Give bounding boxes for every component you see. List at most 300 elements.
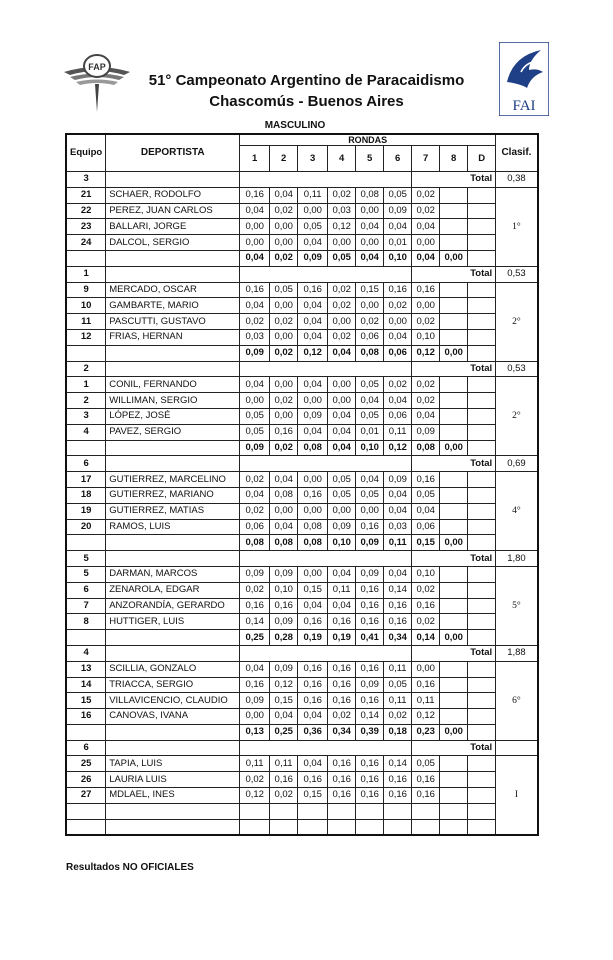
score-cell	[468, 377, 496, 393]
score-cell: 0,02	[240, 503, 270, 519]
team-blank	[106, 456, 240, 472]
score-cell: 0,05	[356, 408, 384, 424]
athlete-number: 6	[66, 582, 106, 598]
athlete-number: 13	[66, 661, 106, 677]
team-number: 4	[66, 645, 106, 661]
sum-row	[66, 630, 538, 646]
score-cell: 0,04	[328, 424, 356, 440]
score-cell: 0,16	[356, 756, 384, 772]
athlete-number: 22	[66, 203, 106, 219]
score-cell: 0,05	[412, 756, 440, 772]
athlete-row	[66, 487, 538, 503]
team-blank-rounds	[240, 361, 412, 377]
score-cell: 0,15	[298, 582, 328, 598]
sum-cell: 0,12	[412, 345, 440, 361]
athlete-name: CANOVAS, IVANA	[106, 709, 240, 725]
athlete-number: 14	[66, 677, 106, 693]
sum-cell: 0,14	[412, 630, 440, 646]
score-cell: 0,09	[270, 614, 298, 630]
score-cell	[440, 235, 468, 251]
score-cell: 0,16	[384, 772, 412, 788]
score-cell: 0,02	[384, 709, 412, 725]
score-cell: 0,16	[384, 282, 412, 298]
score-cell: 0,02	[384, 298, 412, 314]
score-cell: 0,00	[412, 298, 440, 314]
score-cell: 0,02	[328, 187, 356, 203]
athlete-number: 17	[66, 472, 106, 488]
athlete-number: 2	[66, 393, 106, 409]
score-cell: 0,16	[384, 788, 412, 804]
score-cell: 0,02	[270, 788, 298, 804]
score-cell: 0,00	[270, 235, 298, 251]
athlete-number: 15	[66, 693, 106, 709]
sum-cell	[298, 819, 328, 835]
score-cell: 0,12	[412, 709, 440, 725]
score-cell: 0,00	[270, 298, 298, 314]
score-cell: 0,01	[384, 235, 412, 251]
athlete-row	[66, 614, 538, 630]
athlete-row	[66, 598, 538, 614]
score-cell: 0,09	[270, 661, 298, 677]
score-cell	[384, 803, 412, 819]
score-cell: 0,05	[384, 677, 412, 693]
athlete-row	[66, 187, 538, 203]
athlete-row	[66, 329, 538, 345]
score-cell: 0,04	[270, 472, 298, 488]
athlete-number: 18	[66, 487, 106, 503]
score-cell	[468, 677, 496, 693]
classification: 2°	[496, 282, 538, 361]
score-cell: 0,16	[240, 677, 270, 693]
score-cell: 0,04	[384, 219, 412, 235]
athlete-name: GUTIERREZ, MARIANO	[106, 487, 240, 503]
score-cell	[468, 424, 496, 440]
sum-cell: 0,06	[384, 345, 412, 361]
score-cell: 0,16	[412, 598, 440, 614]
score-cell: 0,14	[384, 582, 412, 598]
score-cell: 0,00	[328, 377, 356, 393]
header-rounds: RONDAS	[240, 134, 496, 146]
score-cell: 0,16	[412, 282, 440, 298]
score-cell: 0,05	[328, 472, 356, 488]
score-cell: 0,02	[412, 393, 440, 409]
athlete-name	[106, 803, 240, 819]
score-cell: 0,04	[298, 709, 328, 725]
score-cell: 0,06	[412, 519, 440, 535]
team-number: 2	[66, 361, 106, 377]
score-cell: 0,04	[412, 408, 440, 424]
score-cell: 0,04	[298, 298, 328, 314]
athlete-name: PAVEZ, SERGIO	[106, 424, 240, 440]
sum-blank	[66, 724, 106, 740]
sum-cell	[384, 819, 412, 835]
score-cell: 0,16	[270, 424, 298, 440]
athlete-name: LÓPEZ, JOSÉ	[106, 408, 240, 424]
score-cell: 0,03	[328, 203, 356, 219]
team-blank-rounds	[240, 456, 412, 472]
sum-cell	[356, 819, 384, 835]
score-cell: 0,08	[356, 187, 384, 203]
sum-cell: 0,10	[328, 535, 356, 551]
athlete-number: 23	[66, 219, 106, 235]
sum-cell: 0,02	[270, 440, 298, 456]
sum-cell: 0,02	[270, 345, 298, 361]
score-cell	[440, 408, 468, 424]
header-clasif: Clasif.	[496, 134, 538, 172]
athlete-name: RAMOS, LUIS	[106, 519, 240, 535]
score-cell	[468, 187, 496, 203]
score-cell: 0,16	[356, 598, 384, 614]
athlete-row	[66, 424, 538, 440]
sum-blank	[106, 724, 240, 740]
score-cell: 0,02	[240, 582, 270, 598]
sum-blank	[66, 819, 106, 835]
score-cell: 0,04	[328, 408, 356, 424]
score-cell: 0,00	[270, 219, 298, 235]
score-cell: 0,16	[298, 282, 328, 298]
athlete-name: SCHAER, RODOLFO	[106, 187, 240, 203]
score-cell: 0,02	[270, 393, 298, 409]
athlete-name: GUTIERREZ, MATIAS	[106, 503, 240, 519]
score-cell: 0,09	[270, 566, 298, 582]
sum-blank	[106, 345, 240, 361]
team-blank	[106, 740, 240, 756]
sum-cell: 0,04	[240, 250, 270, 266]
score-cell: 0,04	[240, 377, 270, 393]
score-cell	[440, 329, 468, 345]
sum-blank	[66, 250, 106, 266]
score-cell: 0,16	[356, 519, 384, 535]
athlete-row	[66, 298, 538, 314]
athlete-row	[66, 756, 538, 772]
team-number: 1	[66, 266, 106, 282]
score-cell: 0,05	[356, 487, 384, 503]
team-number: 6	[66, 456, 106, 472]
score-cell	[440, 393, 468, 409]
team-row	[66, 172, 538, 188]
score-cell: 0,16	[328, 788, 356, 804]
score-cell: 0,04	[298, 598, 328, 614]
athlete-name: MERCADO, OSCAR	[106, 282, 240, 298]
header-team: Equipo	[66, 134, 106, 172]
score-cell: 0,02	[240, 314, 270, 330]
score-cell	[440, 203, 468, 219]
score-cell: 0,15	[356, 282, 384, 298]
score-cell	[440, 709, 468, 725]
score-cell: 0,02	[384, 377, 412, 393]
score-cell: 0,02	[412, 314, 440, 330]
athlete-name: GAMBARTE, MARIO	[106, 298, 240, 314]
score-cell: 0,02	[270, 314, 298, 330]
score-cell: 0,16	[412, 772, 440, 788]
sum-cell: 0,09	[240, 345, 270, 361]
score-cell: 0,00	[270, 329, 298, 345]
score-cell: 0,16	[298, 614, 328, 630]
results-table	[65, 133, 539, 836]
score-cell: 0,11	[384, 424, 412, 440]
sum-cell	[468, 345, 496, 361]
classification: I	[496, 756, 538, 835]
score-cell: 0,16	[384, 598, 412, 614]
team-blank-rounds	[240, 266, 412, 282]
score-cell: 0,04	[412, 503, 440, 519]
score-cell: 0,04	[384, 329, 412, 345]
score-cell	[468, 472, 496, 488]
score-cell: 0,03	[384, 519, 412, 535]
score-cell: 0,04	[356, 393, 384, 409]
score-cell: 0,16	[356, 582, 384, 598]
score-cell: 0,00	[298, 503, 328, 519]
team-total: 0,53	[496, 266, 538, 282]
sum-cell: 0,11	[384, 535, 412, 551]
score-cell: 0,11	[384, 661, 412, 677]
sum-cell: 0,36	[298, 724, 328, 740]
sum-cell: 0,28	[270, 630, 298, 646]
sum-row	[66, 535, 538, 551]
sum-cell: 0,04	[412, 250, 440, 266]
score-cell: 0,09	[384, 203, 412, 219]
sum-cell: 0,12	[384, 440, 412, 456]
score-cell	[468, 393, 496, 409]
score-cell	[468, 582, 496, 598]
team-total: 0,53	[496, 361, 538, 377]
athlete-row	[66, 408, 538, 424]
athlete-name: WILLIMAN, SERGIO	[106, 393, 240, 409]
score-cell: 0,02	[412, 203, 440, 219]
total-label: Total	[412, 551, 496, 567]
sum-cell: 0,39	[356, 724, 384, 740]
sum-cell: 0,08	[412, 440, 440, 456]
athlete-row	[66, 393, 538, 409]
sum-cell	[468, 250, 496, 266]
athlete-number: 19	[66, 503, 106, 519]
score-cell	[440, 803, 468, 819]
team-number: 5	[66, 551, 106, 567]
sum-cell: 0,10	[384, 250, 412, 266]
sum-cell: 0,09	[298, 250, 328, 266]
score-cell: 0,02	[412, 187, 440, 203]
score-cell: 0,04	[298, 377, 328, 393]
score-cell: 0,10	[270, 582, 298, 598]
score-cell	[440, 582, 468, 598]
score-cell: 0,08	[298, 519, 328, 535]
athlete-row	[66, 519, 538, 535]
score-cell: 0,12	[270, 677, 298, 693]
sum-cell: 0,02	[270, 250, 298, 266]
score-cell	[468, 772, 496, 788]
score-cell	[468, 756, 496, 772]
round-header-1: 1	[240, 146, 270, 172]
team-total: 0,38	[496, 172, 538, 188]
sum-row	[66, 345, 538, 361]
athlete-name: DALCOL, SERGIO	[106, 235, 240, 251]
athlete-number: 10	[66, 298, 106, 314]
score-cell: 0,09	[328, 519, 356, 535]
score-cell: 0,00	[270, 377, 298, 393]
total-label: Total	[412, 645, 496, 661]
athlete-name: GUTIERREZ, MARCELINO	[106, 472, 240, 488]
score-cell: 0,14	[356, 709, 384, 725]
athlete-number: 25	[66, 756, 106, 772]
score-cell	[468, 693, 496, 709]
athlete-row	[66, 803, 538, 819]
athlete-row	[66, 582, 538, 598]
sum-cell	[468, 440, 496, 456]
score-cell: 0,05	[298, 219, 328, 235]
athlete-name: PEREZ, JUAN CARLOS	[106, 203, 240, 219]
score-cell	[468, 298, 496, 314]
total-label: Total	[412, 172, 496, 188]
score-cell: 0,06	[356, 329, 384, 345]
athlete-number: 4	[66, 424, 106, 440]
score-cell	[468, 219, 496, 235]
classification: 2°	[496, 377, 538, 456]
score-cell	[440, 314, 468, 330]
score-cell	[468, 566, 496, 582]
score-cell	[468, 614, 496, 630]
score-cell: 0,00	[328, 235, 356, 251]
sum-cell: 0,08	[298, 535, 328, 551]
score-cell	[240, 803, 270, 819]
athlete-number: 1	[66, 377, 106, 393]
score-cell: 0,14	[384, 756, 412, 772]
classification: 6°	[496, 661, 538, 740]
score-cell: 0,05	[356, 377, 384, 393]
sum-cell: 0,19	[328, 630, 356, 646]
score-cell: 0,09	[384, 472, 412, 488]
score-cell: 0,04	[384, 393, 412, 409]
classification: 4°	[496, 472, 538, 551]
score-cell: 0,14	[240, 614, 270, 630]
round-header-8: 8	[440, 146, 468, 172]
athlete-number: 3	[66, 408, 106, 424]
score-cell	[440, 377, 468, 393]
score-cell: 0,16	[270, 772, 298, 788]
score-cell: 0,00	[356, 503, 384, 519]
score-cell: 0,16	[356, 772, 384, 788]
score-cell: 0,09	[356, 566, 384, 582]
athlete-name: TRIACCA, SERGIO	[106, 677, 240, 693]
score-cell	[440, 298, 468, 314]
score-cell	[468, 329, 496, 345]
score-cell: 0,05	[240, 424, 270, 440]
score-cell	[440, 424, 468, 440]
score-cell: 0,04	[270, 519, 298, 535]
athlete-number: 16	[66, 709, 106, 725]
score-cell: 0,10	[412, 329, 440, 345]
athlete-row	[66, 472, 538, 488]
team-blank-rounds	[240, 740, 412, 756]
score-cell: 0,16	[298, 661, 328, 677]
score-cell	[468, 235, 496, 251]
sum-cell: 0,34	[328, 724, 356, 740]
score-cell	[468, 803, 496, 819]
sum-cell: 0,09	[240, 440, 270, 456]
team-row	[66, 645, 538, 661]
team-number: 3	[66, 172, 106, 188]
team-blank	[106, 172, 240, 188]
score-cell	[440, 487, 468, 503]
team-blank-rounds	[240, 172, 412, 188]
sum-cell	[240, 819, 270, 835]
team-blank	[106, 266, 240, 282]
sum-row	[66, 440, 538, 456]
score-cell: 0,12	[240, 788, 270, 804]
sum-cell	[468, 630, 496, 646]
score-cell: 0,16	[328, 693, 356, 709]
score-cell: 0,11	[240, 756, 270, 772]
athlete-number: 8	[66, 614, 106, 630]
team-row	[66, 551, 538, 567]
team-blank-rounds	[240, 645, 412, 661]
score-cell: 0,16	[298, 677, 328, 693]
athlete-row	[66, 693, 538, 709]
sum-cell: 0,04	[356, 250, 384, 266]
sum-blank	[106, 630, 240, 646]
score-cell: 0,16	[298, 693, 328, 709]
score-cell: 0,16	[328, 756, 356, 772]
score-cell	[440, 756, 468, 772]
score-cell: 0,05	[270, 282, 298, 298]
team-row	[66, 266, 538, 282]
score-cell: 0,16	[240, 282, 270, 298]
score-cell: 0,00	[240, 709, 270, 725]
team-blank	[106, 551, 240, 567]
sum-cell: 0,05	[328, 250, 356, 266]
team-row	[66, 456, 538, 472]
score-cell: 0,16	[328, 614, 356, 630]
score-cell	[440, 219, 468, 235]
athlete-name: BALLARI, JORGE	[106, 219, 240, 235]
sum-blank	[106, 819, 240, 835]
score-cell: 0,15	[298, 788, 328, 804]
score-cell: 0,04	[356, 219, 384, 235]
sum-blank	[106, 250, 240, 266]
score-cell: 0,00	[356, 203, 384, 219]
sum-cell: 0,23	[412, 724, 440, 740]
sum-cell: 0,00	[440, 535, 468, 551]
score-cell: 0,16	[412, 788, 440, 804]
total-label: Total	[412, 456, 496, 472]
sum-cell	[468, 819, 496, 835]
athlete-number: 7	[66, 598, 106, 614]
score-cell: 0,04	[328, 598, 356, 614]
score-cell: 0,02	[328, 329, 356, 345]
score-cell: 0,05	[412, 487, 440, 503]
score-cell: 0,16	[240, 598, 270, 614]
team-blank-rounds	[240, 551, 412, 567]
score-cell: 0,04	[298, 424, 328, 440]
sum-cell: 0,10	[356, 440, 384, 456]
athlete-row	[66, 377, 538, 393]
score-cell: 0,04	[298, 756, 328, 772]
score-cell: 0,00	[412, 661, 440, 677]
score-cell	[440, 614, 468, 630]
athlete-name: ZENAROLA, EDGAR	[106, 582, 240, 598]
round-header-2: 2	[270, 146, 298, 172]
score-cell: 0,03	[240, 329, 270, 345]
sum-cell: 0,13	[240, 724, 270, 740]
score-cell: 0,16	[412, 677, 440, 693]
sum-cell: 0,12	[298, 345, 328, 361]
round-header-6: 6	[384, 146, 412, 172]
score-cell: 0,02	[412, 582, 440, 598]
athlete-name: FRIAS, HERNAN	[106, 329, 240, 345]
team-row	[66, 361, 538, 377]
sum-blank	[66, 630, 106, 646]
score-cell: 0,00	[240, 219, 270, 235]
athlete-name: TAPIA, LUIS	[106, 756, 240, 772]
